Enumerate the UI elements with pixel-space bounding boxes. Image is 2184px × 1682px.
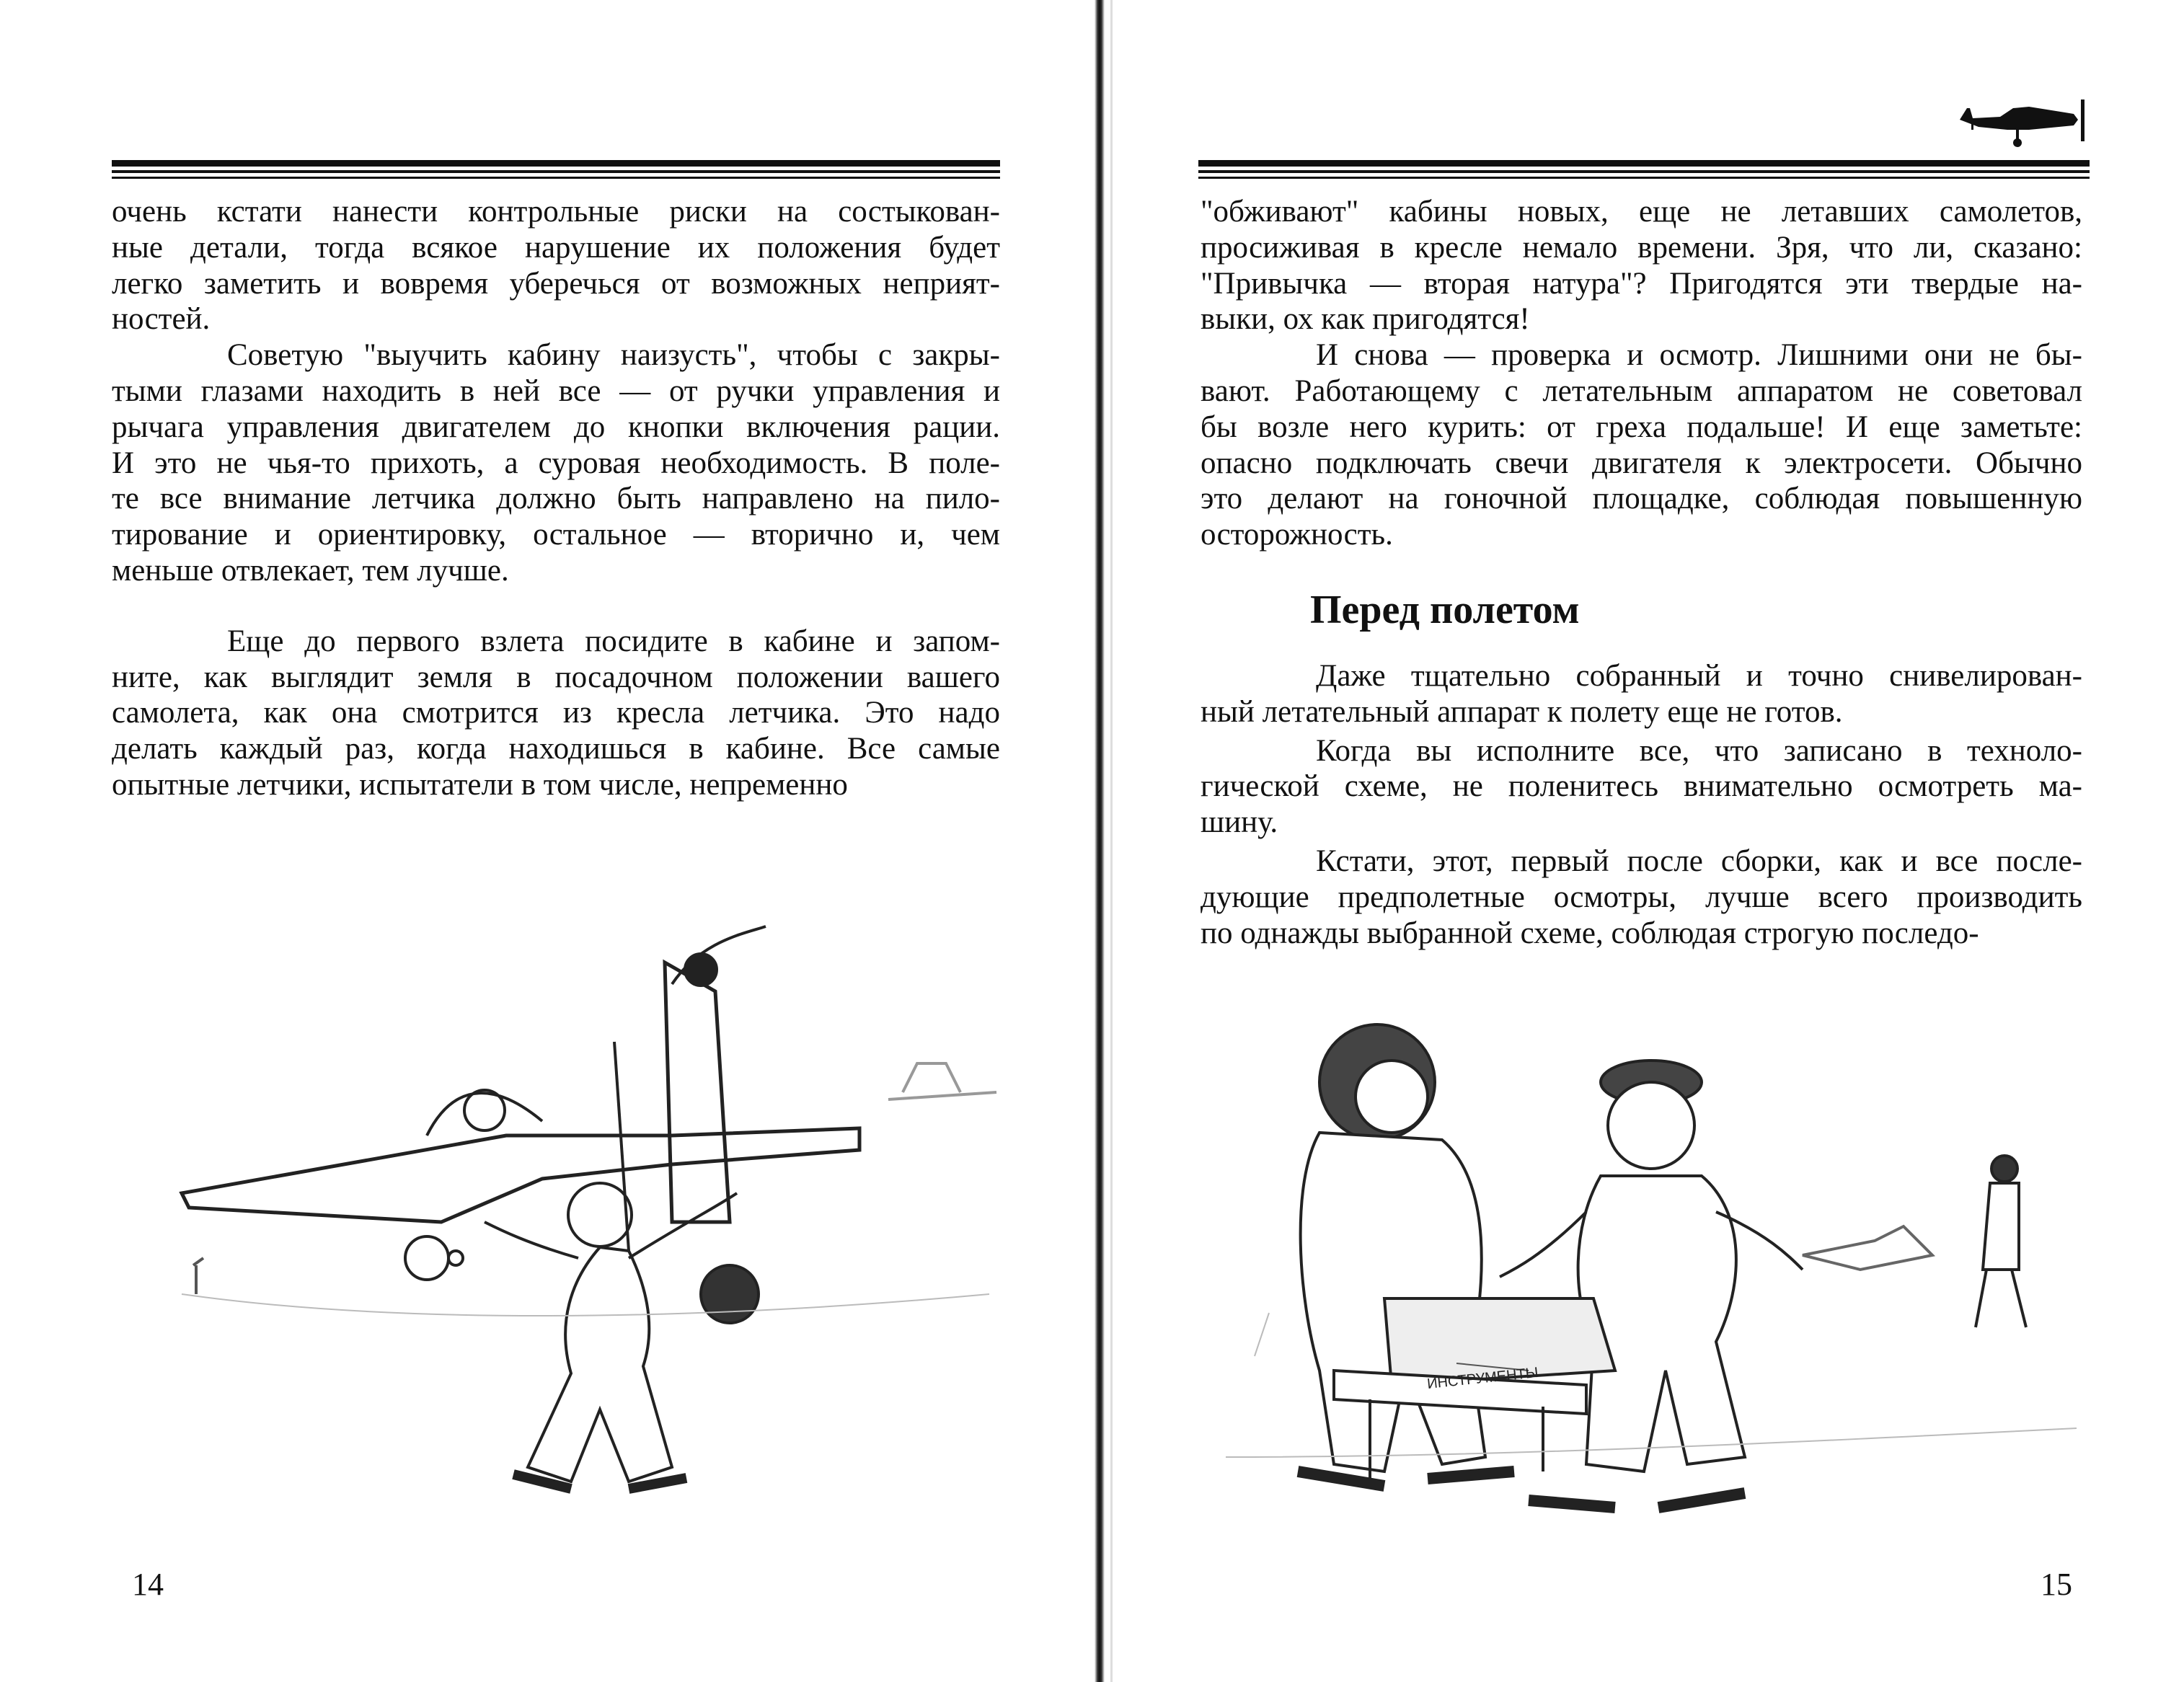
- text-line: бы возле него курить: от греха подальше! И еще заметьте:: [1201, 410, 2082, 444]
- text-line: ностей.: [112, 302, 211, 337]
- section-body: [1201, 658, 2082, 951]
- paragraph: [1201, 194, 2082, 337]
- text-line: "обживают" кабины новых, еще не летавших самолетов,: [1201, 195, 2082, 229]
- paragraph-gap: [112, 589, 1000, 624]
- text-line: И это не чья-то прихоть, а суровая необходимость. В поле-: [112, 446, 1000, 480]
- toolbox-label: ИНСТРУМЕНТЫ: [1426, 1364, 1539, 1392]
- text-line: ные детали, тогда всякое нарушение их положения будет: [112, 230, 1000, 265]
- text-line: легко заметить и вовремя уберечься от возможных неприят-: [112, 266, 1000, 301]
- text-line: Советую "выучить кабину наизусть", чтобы с закры-: [227, 338, 1000, 373]
- text-line: просиживая в кресле немало времени. Зря, что ли, сказано:: [1201, 230, 2082, 265]
- text-line: по однажды выбранной схеме, соблюдая строгую последо-: [1201, 916, 1979, 950]
- paragraph: [1201, 337, 2082, 553]
- book-spine: [1095, 0, 1105, 1682]
- text-line: шину.: [1201, 805, 1278, 840]
- paragraph: [1201, 844, 2082, 951]
- text-line: ните, как выглядит земля в посадочном положении вашего: [112, 660, 1000, 694]
- text-line: вают. Работающему с летательным аппаратом не советовал: [1201, 373, 2082, 408]
- right-page-text: [1201, 194, 2082, 951]
- text-line: опытные летчики, испытатели в том числе, непременно: [112, 767, 848, 802]
- text-line: дующие предполетные осмотры, лучше всего производить: [1201, 880, 2082, 914]
- text-line: тирование и ориентировку, остальное — вторично и, чем: [112, 518, 1000, 552]
- text-line: ный летательный аппарат к полету еще не готов.: [1201, 694, 1843, 729]
- text-line: самолета, как она смотрится из кресла летчика. Это надо: [112, 696, 1000, 730]
- page-number-right: 15: [2041, 1567, 2072, 1602]
- text-line: рычага управления двигателем до кнопки включения рации.: [112, 410, 1000, 444]
- page-number-left: 14: [132, 1567, 164, 1602]
- text-line: меньше отвлекает, тем лучше.: [112, 553, 509, 588]
- text-line: Даже тщательно собранный и точно снивелирован-: [1316, 658, 2082, 693]
- text-line: очень кстати нанести контрольные риски на состыкован-: [112, 195, 1000, 229]
- illustration-boy-with-airplane: [167, 919, 1004, 1518]
- paragraph: [112, 624, 1000, 803]
- text-line: И снова — проверка и осмотр. Лишними они не бы-: [1316, 338, 2082, 373]
- text-line: Еще до первого взлета посидите в кабине и запом-: [227, 624, 1000, 658]
- text-line: опасно подключать свечи двигателя к электросети. Обычно: [1201, 446, 2082, 480]
- paragraph: [112, 194, 1000, 337]
- page-fold-shadow: [1110, 0, 1113, 1682]
- text-line: осторожность.: [1201, 518, 1393, 552]
- airplane-icon: [1957, 98, 2094, 149]
- text-line: делать каждый раз, когда находишься в кабине. Все самые: [112, 732, 1000, 766]
- text-line: гической схеме, не поленитесь внимательно осмотреть ма-: [1201, 769, 2082, 804]
- header-rule-right: [1198, 160, 2090, 179]
- paragraph: [112, 337, 1000, 589]
- left-page-text: [112, 194, 1000, 803]
- paragraph: [1201, 658, 2082, 730]
- text-line: выки, ох как пригодятся!: [1201, 302, 1530, 337]
- text-line: "Привычка — вторая натура"? Пригодятся эти твердые на-: [1201, 266, 2082, 301]
- section-heading: Перед полетом: [1310, 587, 1580, 632]
- illustration-mechanics-with-toolbox: [1211, 996, 2091, 1515]
- paragraph: [1201, 733, 2082, 841]
- header-rule-left: [112, 160, 1000, 179]
- text-line: те все внимание летчика должно быть направлено на пило-: [112, 482, 1000, 516]
- text-line: это делают на гоночной площадке, соблюдая повышенную: [1201, 482, 2082, 516]
- text-line: Кстати, этот, первый после сборки, как и все после-: [1316, 844, 2082, 878]
- text-line: тыми глазами находить в ней все — от ручки управления и: [112, 373, 1000, 408]
- text-line: Когда вы исполните все, что записано в техноло-: [1316, 733, 2082, 768]
